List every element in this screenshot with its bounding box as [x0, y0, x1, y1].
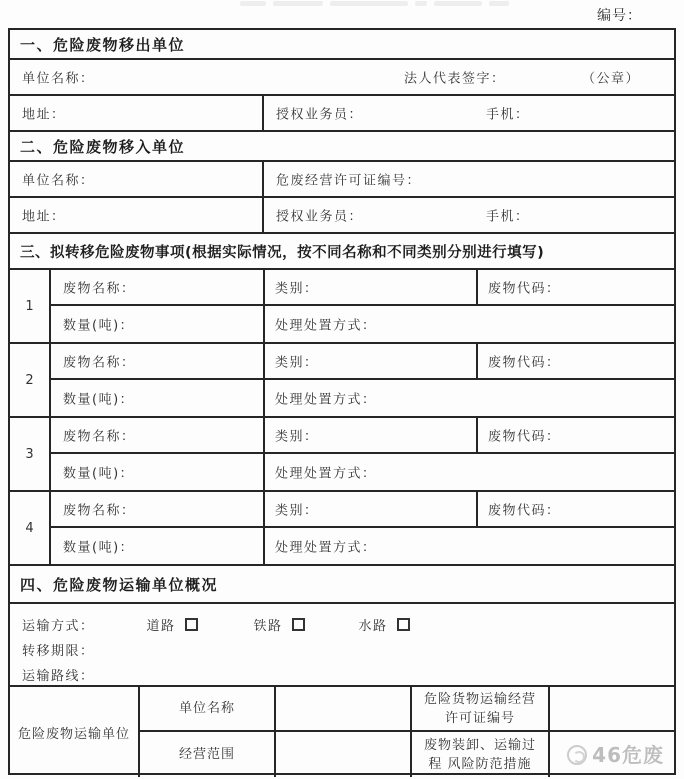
- carrier-unit-label: 危险废物运输单位: [10, 687, 140, 777]
- waste-category-label: 类别：: [275, 281, 319, 297]
- transport-license-label: 危险货物运输经营 许可证编号: [412, 687, 550, 730]
- authorized-agent-label: 授权业务员：: [276, 209, 364, 225]
- transport-route-label: 运输路线：: [22, 669, 95, 684]
- carrier-unit-name-value: [276, 687, 412, 730]
- business-scope-value: [276, 732, 412, 777]
- unit-name-cell: [10, 162, 264, 196]
- agent-cell: [264, 96, 674, 130]
- item-number: 3: [10, 418, 51, 490]
- quantity-label: 数量(吨)：: [63, 466, 135, 482]
- waste-code-label: 废物代码：: [488, 429, 561, 445]
- hazwaste-license-label: 危废经营许可证编号：: [276, 173, 422, 189]
- disposal-method-label: 处理处置方式：: [275, 318, 377, 334]
- address-cell: [10, 198, 264, 232]
- water-label: 水路: [358, 619, 388, 634]
- watermark-text: 46危废: [592, 742, 664, 767]
- address-cell: [10, 96, 264, 130]
- cropped-page-title: [240, 1, 520, 8]
- waste-code-label: 废物代码：: [488, 355, 561, 371]
- quantity-label: 数量(吨)：: [63, 540, 135, 556]
- business-scope-label: 经营范围: [140, 732, 276, 777]
- waste-category-label: 类别：: [275, 355, 319, 371]
- waste-name-label: 废物名称：: [63, 281, 136, 297]
- unit-name-label: 单位名称：: [22, 173, 95, 189]
- transfer-form-table: [8, 28, 676, 775]
- section2-unit-row: [10, 162, 674, 198]
- section3-header: 三、拟转移危险废物事项(根据实际情况，按不同名称和不同类别分别进行填写): [10, 234, 674, 270]
- transfer-period-label: 转移期限：: [22, 644, 95, 659]
- mode-water: [359, 615, 410, 634]
- legal-rep-signature-label: 法人代表签字：: [404, 71, 506, 87]
- transport-mode-label: 运输方式：: [22, 619, 95, 634]
- road-checkbox[interactable]: [185, 618, 198, 631]
- water-checkbox[interactable]: [397, 618, 410, 631]
- mobile-label: 手机：: [486, 209, 530, 225]
- item-number: 4: [10, 492, 51, 564]
- section2-address-row: [10, 198, 674, 234]
- mode-rail: [254, 615, 305, 634]
- section1-address-row: [10, 96, 674, 132]
- item-number: 1: [10, 270, 51, 342]
- risk-measures-value: [550, 732, 674, 777]
- address-label: 地址：: [22, 107, 66, 123]
- mobile-label: 手机：: [486, 107, 530, 123]
- waste-item-1: [10, 270, 674, 344]
- document-number-label: 编号：: [597, 8, 642, 24]
- transport-license-value: [550, 687, 674, 730]
- quantity-label: 数量(吨)：: [63, 392, 135, 408]
- disposal-method-label: 处理处置方式：: [275, 466, 377, 482]
- rail-checkbox[interactable]: [292, 618, 305, 631]
- waste-category-label: 类别：: [275, 503, 319, 519]
- waste-category-label: 类别：: [275, 429, 319, 445]
- waste-code-label: 废物代码：: [488, 281, 561, 297]
- official-seal-label: （公章）: [582, 71, 641, 87]
- risk-measures-label: 废物装卸、运输过程 风险防范措施: [412, 732, 550, 777]
- section4-header: 四、危险废物运输单位概况: [10, 566, 674, 604]
- carrier-table: [10, 687, 674, 777]
- disposal-method-label: 处理处置方式：: [275, 540, 377, 556]
- waste-name-label: 废物名称：: [63, 355, 136, 371]
- authorized-agent-label: 授权业务员：: [276, 107, 364, 123]
- transport-info-block: [10, 604, 674, 687]
- item-number: 2: [10, 344, 51, 416]
- waste-name-label: 废物名称：: [63, 429, 136, 445]
- waste-code-label: 废物代码：: [488, 503, 561, 519]
- section2-header: 二、危险废物移入单位: [10, 132, 674, 162]
- waste-item-2: [10, 344, 674, 418]
- waste-item-4: [10, 492, 674, 566]
- agent-cell: [264, 198, 674, 232]
- address-label: 地址：: [22, 209, 66, 225]
- quantity-label: 数量(吨)：: [63, 318, 135, 334]
- section1-header: 一、危险废物移出单位: [10, 30, 674, 60]
- license-cell: [264, 162, 674, 196]
- waste-item-3: [10, 418, 674, 492]
- mode-road: [147, 615, 198, 634]
- disposal-method-label: 处理处置方式：: [275, 392, 377, 408]
- watermark-logo-icon: [567, 745, 587, 765]
- road-label: 道路: [146, 619, 176, 634]
- rail-label: 铁路: [253, 619, 283, 634]
- transport-mode-row: [22, 612, 674, 637]
- waste-name-label: 废物名称：: [63, 503, 136, 519]
- section1-unit-row: [10, 60, 674, 96]
- carrier-unit-name-label: 单位名称: [140, 687, 276, 730]
- watermark: [567, 742, 664, 767]
- unit-name-label: 单位名称：: [22, 71, 95, 87]
